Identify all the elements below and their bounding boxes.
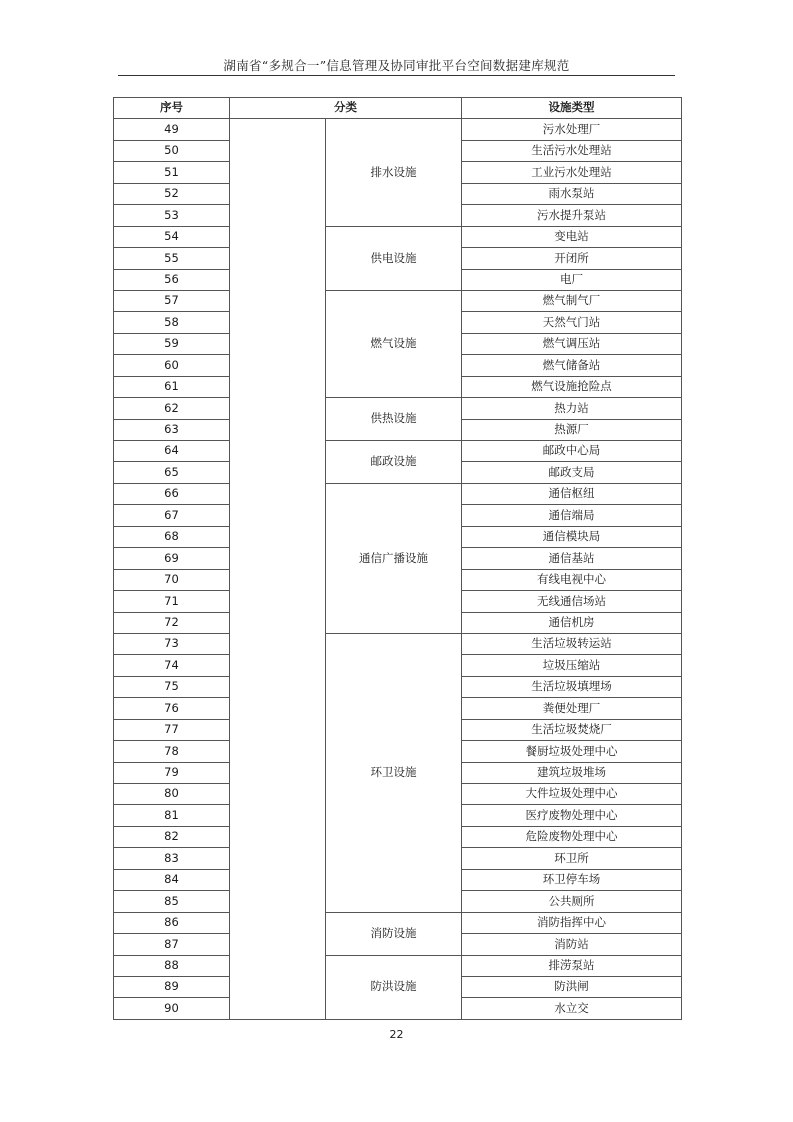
header-seq: 序号 — [114, 98, 230, 119]
row-seq: 67 — [114, 505, 230, 526]
row-seq: 49 — [114, 119, 230, 140]
facility-type-cell: 大件垃圾处理中心 — [462, 784, 682, 805]
row-seq: 77 — [114, 719, 230, 740]
row-seq: 50 — [114, 140, 230, 161]
facility-type-cell: 环卫停车场 — [462, 869, 682, 890]
facility-type-cell: 工业污水处理站 — [462, 162, 682, 183]
facility-type-cell: 燃气储备站 — [462, 355, 682, 376]
subcategory-cell: 环卫设施 — [326, 633, 462, 912]
row-seq: 64 — [114, 441, 230, 462]
subcategory-cell: 排水设施 — [326, 119, 462, 226]
facility-type-cell: 通信基站 — [462, 548, 682, 569]
table-row — [114, 119, 682, 140]
row-seq: 82 — [114, 826, 230, 847]
row-seq: 59 — [114, 333, 230, 354]
facility-type-cell: 生活垃圾填埋场 — [462, 676, 682, 697]
facility-type-cell: 生活垃圾转运站 — [462, 633, 682, 654]
facility-type-cell: 电厂 — [462, 269, 682, 290]
header-divider — [118, 75, 675, 76]
row-seq: 75 — [114, 676, 230, 697]
table-row — [114, 633, 682, 654]
facility-type-cell: 建筑垃圾堆场 — [462, 762, 682, 783]
row-seq: 58 — [114, 312, 230, 333]
row-seq: 76 — [114, 698, 230, 719]
facility-type-cell: 公共厕所 — [462, 891, 682, 912]
facility-type-cell: 燃气调压站 — [462, 333, 682, 354]
subcategory-cell: 通信广播设施 — [326, 483, 462, 633]
page-number: 22 — [389, 1028, 404, 1041]
facility-type-cell: 变电站 — [462, 226, 682, 247]
row-seq: 83 — [114, 848, 230, 869]
subcategory-cell: 燃气设施 — [326, 290, 462, 397]
row-seq: 90 — [114, 998, 230, 1019]
facility-type-cell: 粪便处理厂 — [462, 698, 682, 719]
row-seq: 65 — [114, 462, 230, 483]
row-seq: 60 — [114, 355, 230, 376]
row-seq: 89 — [114, 976, 230, 997]
table-row — [114, 912, 682, 933]
table-row — [114, 290, 682, 311]
row-seq: 87 — [114, 934, 230, 955]
facility-type-cell: 生活污水处理站 — [462, 140, 682, 161]
facility-type-cell: 热力站 — [462, 398, 682, 419]
row-seq: 70 — [114, 569, 230, 590]
facility-type-cell: 医疗废物处理中心 — [462, 805, 682, 826]
row-seq: 61 — [114, 376, 230, 397]
table-row — [114, 483, 682, 504]
main-category-cell — [230, 119, 326, 1019]
subcategory-cell: 供电设施 — [326, 226, 462, 290]
facility-type-cell: 垃圾压缩站 — [462, 655, 682, 676]
facility-type-table — [113, 97, 682, 1020]
row-seq: 85 — [114, 891, 230, 912]
facility-type-cell: 通信模块局 — [462, 526, 682, 547]
row-seq: 81 — [114, 805, 230, 826]
header-category: 分类 — [230, 98, 462, 119]
table-row — [114, 441, 682, 462]
facility-type-cell: 水立交 — [462, 998, 682, 1019]
row-seq: 62 — [114, 398, 230, 419]
row-seq: 78 — [114, 741, 230, 762]
row-seq: 80 — [114, 784, 230, 805]
row-seq: 69 — [114, 548, 230, 569]
facility-type-cell: 雨水泵站 — [462, 183, 682, 204]
row-seq: 88 — [114, 955, 230, 976]
row-seq: 84 — [114, 869, 230, 890]
subcategory-cell: 消防设施 — [326, 912, 462, 955]
facility-type-cell: 有线电视中心 — [462, 569, 682, 590]
header-facility-type: 设施类型 — [462, 98, 682, 119]
table-header-row — [114, 98, 682, 119]
facility-type-cell: 消防指挥中心 — [462, 912, 682, 933]
row-seq: 56 — [114, 269, 230, 290]
facility-type-cell: 通信机房 — [462, 612, 682, 633]
facility-type-cell: 邮政中心局 — [462, 441, 682, 462]
subcategory-cell: 邮政设施 — [326, 441, 462, 484]
subcategory-cell: 供热设施 — [326, 398, 462, 441]
table-row — [114, 955, 682, 976]
row-seq: 57 — [114, 290, 230, 311]
table-row — [114, 398, 682, 419]
facility-type-cell: 餐厨垃圾处理中心 — [462, 741, 682, 762]
facility-type-cell: 燃气制气厂 — [462, 290, 682, 311]
row-seq: 52 — [114, 183, 230, 204]
facility-type-cell: 燃气设施抢险点 — [462, 376, 682, 397]
facility-type-cell: 防洪闸 — [462, 976, 682, 997]
row-seq: 55 — [114, 248, 230, 269]
row-seq: 72 — [114, 612, 230, 633]
row-seq: 51 — [114, 162, 230, 183]
facility-type-cell: 无线通信场站 — [462, 591, 682, 612]
row-seq: 71 — [114, 591, 230, 612]
row-seq: 68 — [114, 526, 230, 547]
facility-type-cell: 环卫所 — [462, 848, 682, 869]
row-seq: 66 — [114, 483, 230, 504]
facility-type-cell: 邮政支局 — [462, 462, 682, 483]
facility-type-cell: 通信枢纽 — [462, 483, 682, 504]
row-seq: 74 — [114, 655, 230, 676]
page-header-title: 湖南省“多规合一”信息管理及协同审批平台空间数据建库规范 — [223, 58, 570, 73]
facility-type-cell: 排涝泵站 — [462, 955, 682, 976]
facility-type-cell: 生活垃圾焚烧厂 — [462, 719, 682, 740]
facility-type-cell: 污水处理厂 — [462, 119, 682, 140]
facility-type-cell: 危险废物处理中心 — [462, 826, 682, 847]
row-seq: 53 — [114, 205, 230, 226]
facility-type-cell: 污水提升泵站 — [462, 205, 682, 226]
facility-type-cell: 通信端局 — [462, 505, 682, 526]
subcategory-cell: 防洪设施 — [326, 955, 462, 1019]
row-seq: 63 — [114, 419, 230, 440]
facility-type-cell: 热源厂 — [462, 419, 682, 440]
table-row — [114, 226, 682, 247]
table-body — [114, 119, 682, 1019]
row-seq: 79 — [114, 762, 230, 783]
row-seq: 73 — [114, 633, 230, 654]
facility-type-cell: 天然气门站 — [462, 312, 682, 333]
row-seq: 54 — [114, 226, 230, 247]
facility-type-cell: 开闭所 — [462, 248, 682, 269]
row-seq: 86 — [114, 912, 230, 933]
facility-type-cell: 消防站 — [462, 934, 682, 955]
